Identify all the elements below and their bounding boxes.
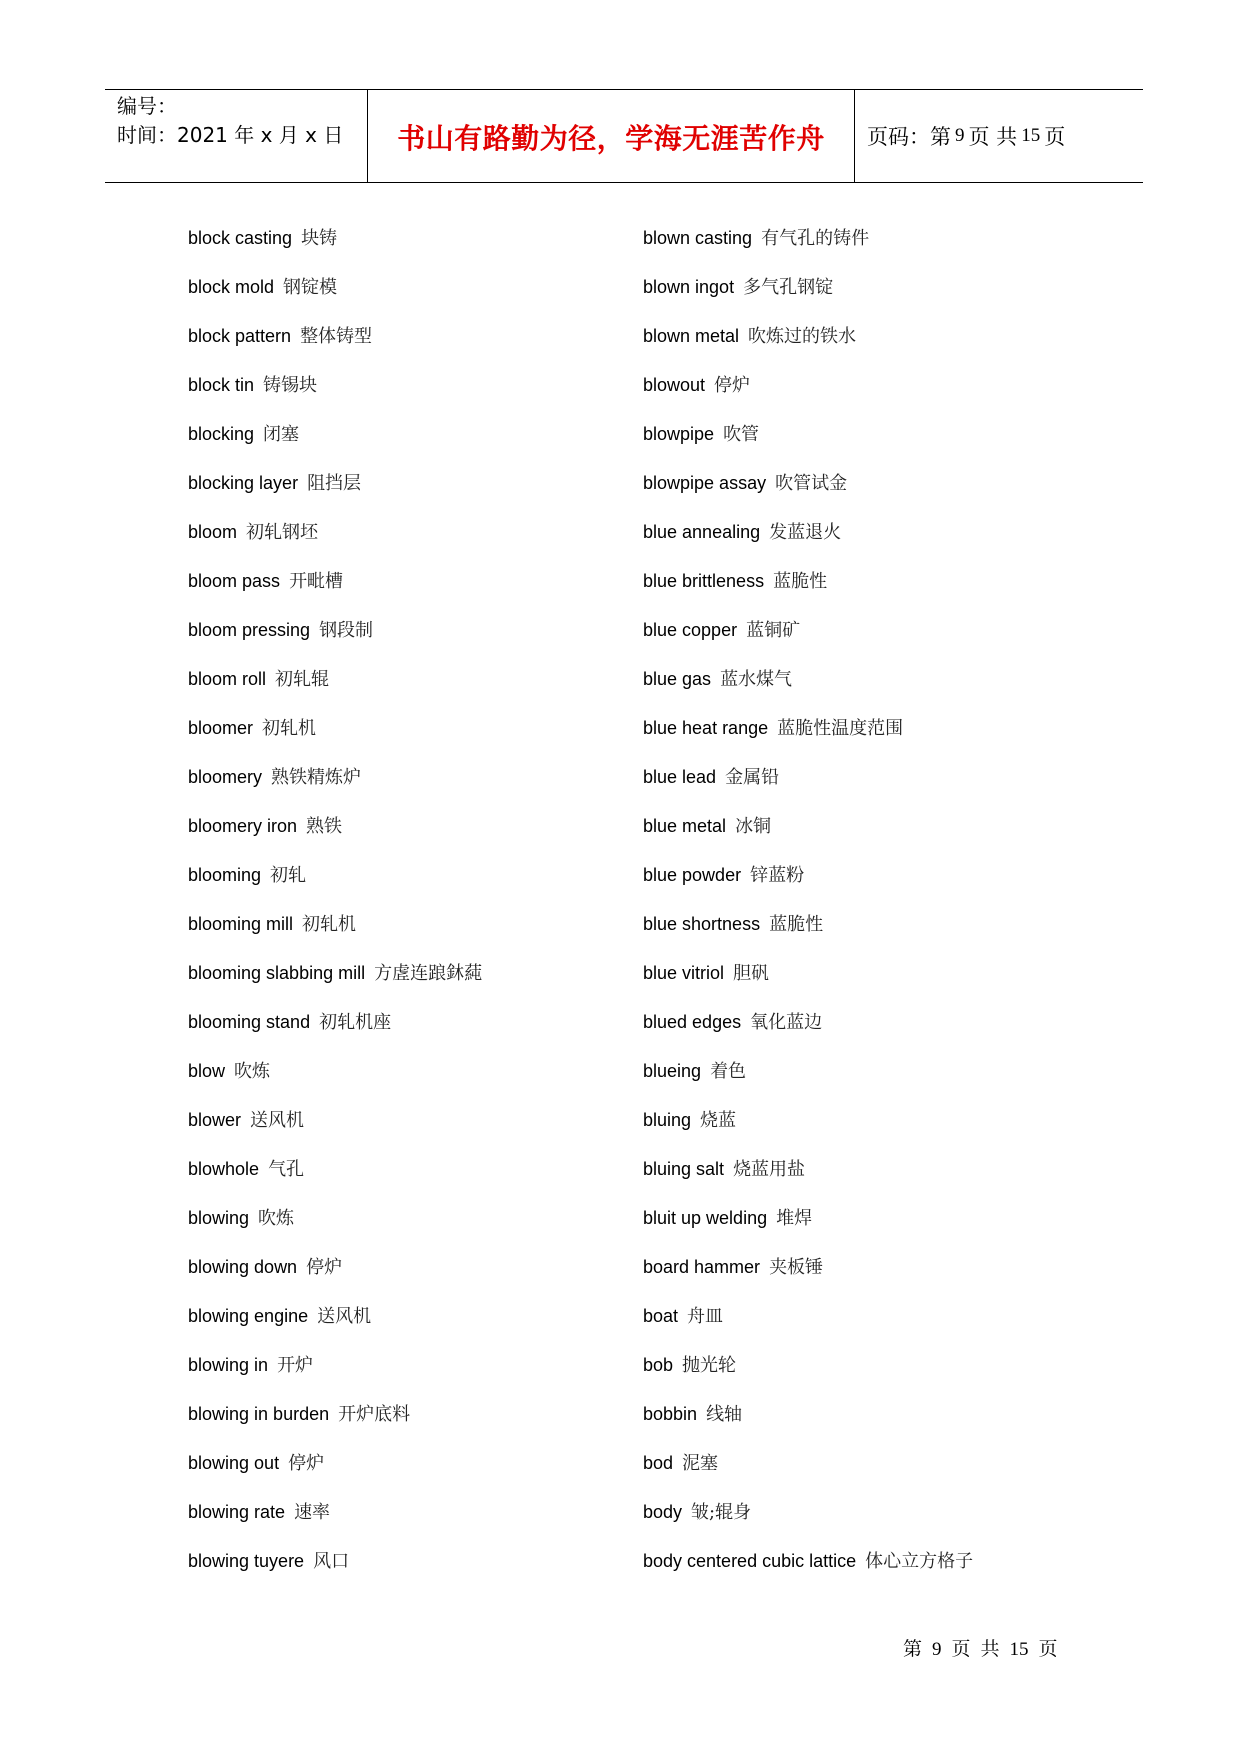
document-number-label: 编号： — [117, 94, 177, 118]
glossary-row — [188, 1203, 1088, 1233]
term-chinese: 吹管 — [723, 424, 760, 445]
page-current: 9 — [955, 125, 965, 146]
term-english: blue heat range — [643, 718, 769, 738]
term-english: blowing out — [188, 1453, 280, 1473]
glossary-entry-left — [188, 1301, 371, 1332]
glossary-entry-left — [188, 1056, 270, 1087]
term-english: blocking layer — [188, 473, 299, 493]
glossary-entry-right — [643, 1546, 973, 1577]
term-chinese: 停炉 — [306, 1257, 343, 1278]
term-english: blowing in burden — [188, 1404, 330, 1424]
glossary-entry-left — [188, 958, 482, 989]
glossary-entry-right — [643, 419, 759, 450]
term-english: blue vitriol — [643, 963, 725, 983]
term-english: bluing — [643, 1110, 692, 1130]
glossary-entry-right — [643, 1301, 723, 1332]
glossary-row — [188, 1056, 1088, 1086]
term-chinese: 氧化蓝边 — [750, 1012, 823, 1033]
term-chinese: 气孔 — [268, 1159, 305, 1180]
term-chinese: 阻挡层 — [307, 473, 362, 494]
term-chinese: 皱;辊身 — [691, 1502, 752, 1523]
term-chinese: 夹板锤 — [769, 1257, 824, 1278]
term-chinese: 蓝水煤气 — [720, 669, 793, 690]
glossary-entry-right — [643, 664, 792, 695]
term-chinese: 蓝脆性 — [773, 571, 828, 592]
term-chinese: 钢锭模 — [283, 277, 338, 298]
glossary-entry-right — [643, 860, 804, 891]
term-english: bob — [643, 1355, 674, 1375]
term-chinese: 初轧机 — [302, 914, 357, 935]
term-english: blooming stand — [188, 1012, 311, 1032]
glossary-entry-right — [643, 272, 833, 303]
term-chinese: 锌蓝粉 — [750, 865, 805, 886]
glossary-entry-right — [643, 517, 841, 548]
term-english: bloomery iron — [188, 816, 298, 836]
glossary-row — [188, 1546, 1088, 1576]
glossary-entry-right — [643, 1203, 812, 1234]
glossary-entry-right — [643, 1497, 751, 1528]
glossary-entry-right — [643, 321, 856, 352]
term-english: blown casting — [643, 228, 753, 248]
term-chinese: 停炉 — [288, 1453, 325, 1474]
term-chinese: 速率 — [294, 1502, 331, 1523]
glossary-entry-left — [188, 1007, 391, 1038]
header-meta — [105, 90, 368, 182]
term-chinese: 吹炼 — [258, 1208, 295, 1229]
term-chinese: 初轧辊 — [275, 669, 330, 690]
term-english: board hammer — [643, 1257, 761, 1277]
glossary-entry-right — [643, 1007, 822, 1038]
page-label-mid: 页 共 — [968, 125, 1018, 149]
glossary-entry-right — [643, 468, 847, 499]
footer-total-pages: 15 — [1009, 1639, 1029, 1660]
term-english: block pattern — [188, 326, 292, 346]
term-chinese: 铸锡块 — [263, 375, 318, 396]
term-english: bobbin — [643, 1404, 698, 1424]
term-chinese: 金属铅 — [725, 767, 780, 788]
term-english: blue lead — [643, 767, 717, 787]
glossary-entry-left — [188, 419, 299, 450]
footer-suffix: 页 — [1038, 1639, 1058, 1660]
term-chinese: 冰铜 — [735, 816, 772, 837]
glossary-entry-left — [188, 811, 342, 842]
term-chinese: 线轴 — [706, 1404, 743, 1425]
glossary-row — [188, 1497, 1088, 1527]
glossary-row — [188, 566, 1088, 596]
glossary-entry-left — [188, 909, 356, 940]
term-english: bloomer — [188, 718, 254, 738]
term-english: blowpipe assay — [643, 473, 767, 493]
glossary-entry-left — [188, 223, 337, 254]
term-chinese: 熟铁精炼炉 — [271, 767, 362, 788]
term-english: blue annealing — [643, 522, 761, 542]
term-english: bluing salt — [643, 1159, 725, 1179]
term-chinese: 送风机 — [317, 1306, 372, 1327]
term-english: blooming mill — [188, 914, 294, 934]
term-english: block casting — [188, 228, 293, 248]
glossary-entry-left — [188, 370, 317, 401]
footer-current-page: 9 — [932, 1639, 942, 1660]
glossary-entry-left — [188, 468, 361, 499]
glossary-entry-right — [643, 615, 800, 646]
term-english: blooming slabbing mill — [188, 963, 366, 983]
glossary-entry-right — [643, 958, 769, 989]
glossary-entry-left — [188, 272, 337, 303]
glossary-entry-left — [188, 860, 306, 891]
term-english: bloomery — [188, 767, 263, 787]
glossary-entry-left — [188, 762, 361, 793]
term-english: blocking — [188, 424, 255, 444]
term-chinese: 有气孔的铸件 — [761, 228, 870, 249]
term-chinese: 吹炼 — [234, 1061, 271, 1082]
glossary-row — [188, 370, 1088, 400]
term-english: bod — [643, 1453, 674, 1473]
term-english: blue metal — [643, 816, 727, 836]
glossary-entry-right — [643, 566, 827, 597]
glossary-row — [188, 1252, 1088, 1282]
term-english: blue copper — [643, 620, 738, 640]
term-english: blowout — [643, 375, 706, 395]
term-english: blowing engine — [188, 1306, 309, 1326]
term-english: blow — [188, 1061, 226, 1081]
glossary-row — [188, 713, 1088, 743]
term-chinese: 熟铁 — [306, 816, 343, 837]
glossary-row — [188, 1350, 1088, 1380]
glossary-entry-left — [188, 713, 316, 744]
glossary-row — [188, 762, 1088, 792]
glossary-row — [188, 272, 1088, 302]
glossary-entry-right — [643, 1056, 746, 1087]
glossary-entry-left — [188, 1154, 304, 1185]
term-english: blowing down — [188, 1257, 298, 1277]
term-english: bloom pressing — [188, 620, 311, 640]
glossary-entry-left — [188, 1448, 324, 1479]
term-chinese: 初轧钢坯 — [246, 522, 319, 543]
term-chinese: 整体铸型 — [300, 326, 373, 347]
term-chinese: 块铸 — [301, 228, 338, 249]
term-english: blower — [188, 1110, 242, 1130]
term-english: blued edges — [643, 1012, 742, 1032]
term-english: blowing — [188, 1208, 250, 1228]
glossary-entry-right — [643, 1350, 736, 1381]
glossary-row — [188, 958, 1088, 988]
glossary-row — [188, 909, 1088, 939]
term-english: body — [643, 1502, 683, 1522]
term-english: bloom pass — [188, 571, 281, 591]
glossary-entry-left — [188, 1252, 342, 1283]
term-english: blowing in — [188, 1355, 269, 1375]
glossary-entry-right — [643, 223, 869, 254]
header-page-indicator — [855, 90, 1143, 182]
motto-text: 书山有路勤为径，学海无涯苦作舟 — [397, 122, 825, 155]
glossary-entry-right — [643, 1399, 742, 1430]
glossary-entry-left — [188, 1497, 330, 1528]
glossary-entry-left — [188, 321, 372, 352]
glossary-row — [188, 1105, 1088, 1135]
term-english: blown ingot — [643, 277, 735, 297]
glossary-row — [188, 321, 1088, 351]
glossary-entry-left — [188, 1546, 349, 1577]
term-english: blooming — [188, 865, 262, 885]
document-date: 时间：2021 年 x 月 x 日 — [117, 123, 344, 147]
glossary-entry-right — [643, 1252, 823, 1283]
term-english: bloom — [188, 522, 238, 542]
term-english: blowhole — [188, 1159, 260, 1179]
term-english: boat — [643, 1306, 679, 1326]
glossary-entry-right — [643, 713, 903, 744]
glossary-entry-right — [643, 370, 750, 401]
term-english: block tin — [188, 375, 255, 395]
term-english: bloom roll — [188, 669, 267, 689]
glossary-row — [188, 615, 1088, 645]
glossary-entry-left — [188, 566, 343, 597]
term-chinese: 蓝铜矿 — [746, 620, 801, 641]
term-chinese: 蓝脆性温度范围 — [777, 718, 904, 739]
glossary-entry-left — [188, 1105, 304, 1136]
term-chinese: 烧蓝 — [700, 1110, 737, 1131]
footer-prefix: 第 — [903, 1639, 923, 1660]
page-total: 15 — [1021, 125, 1041, 146]
term-english: blue brittleness — [643, 571, 765, 591]
glossary-entry-left — [188, 517, 318, 548]
glossary-entry-right — [643, 909, 823, 940]
term-chinese: 泥塞 — [682, 1453, 719, 1474]
term-chinese: 初轧机座 — [319, 1012, 392, 1033]
term-english: block mold — [188, 277, 275, 297]
term-chinese: 着色 — [710, 1061, 747, 1082]
glossary-row — [188, 517, 1088, 547]
term-chinese: 初轧 — [270, 865, 307, 886]
term-chinese: 开毗槽 — [289, 571, 344, 592]
term-chinese: 多气孔钢锭 — [743, 277, 834, 298]
term-chinese: 体心立方格子 — [865, 1551, 974, 1572]
glossary-entry-right — [643, 1105, 736, 1136]
term-chinese: 送风机 — [250, 1110, 305, 1131]
term-chinese: 堆焊 — [776, 1208, 813, 1229]
glossary-entry-left — [188, 664, 329, 695]
term-chinese: 开炉底料 — [338, 1404, 411, 1425]
term-chinese: 初轧机 — [262, 718, 317, 739]
term-chinese: 吹管试金 — [775, 473, 848, 494]
term-english: blue gas — [643, 669, 712, 689]
term-chinese: 舟皿 — [687, 1306, 724, 1327]
term-chinese: 风口 — [313, 1551, 350, 1572]
glossary-entry-left — [188, 1203, 294, 1234]
glossary-entry-left — [188, 1350, 313, 1381]
term-chinese: 闭塞 — [263, 424, 300, 445]
term-english: blowing tuyere — [188, 1551, 305, 1571]
term-english: blueing — [643, 1061, 702, 1081]
glossary-row — [188, 1154, 1088, 1184]
term-chinese: 抛光轮 — [682, 1355, 737, 1376]
footer-page-word: 页 — [951, 1639, 971, 1660]
glossary-row — [188, 468, 1088, 498]
glossary-row — [188, 1301, 1088, 1331]
glossary-row — [188, 860, 1088, 890]
term-chinese: 方虗连踉鈢蒓 — [374, 963, 483, 984]
glossary-row — [188, 1007, 1088, 1037]
term-english: blowing rate — [188, 1502, 286, 1522]
glossary-row — [188, 1448, 1088, 1478]
glossary-entry-left — [188, 615, 373, 646]
page-label-prefix: 页码：第 — [867, 125, 951, 149]
term-english: blown metal — [643, 326, 740, 346]
term-chinese: 停炉 — [714, 375, 751, 396]
term-chinese: 烧蓝用盐 — [733, 1159, 806, 1180]
glossary-row — [188, 811, 1088, 841]
footer-total-word: 共 — [980, 1639, 1000, 1660]
document-header — [105, 89, 1143, 183]
glossary-entry-right — [643, 1154, 805, 1185]
term-english: bluit up welding — [643, 1208, 768, 1228]
page-footer — [903, 1634, 1068, 1661]
term-chinese: 钢段制 — [319, 620, 374, 641]
glossary-entry-left — [188, 1399, 410, 1430]
term-english: blowpipe — [643, 424, 715, 444]
term-chinese: 胆矾 — [733, 963, 770, 984]
term-chinese: 开炉 — [277, 1355, 314, 1376]
glossary-row — [188, 664, 1088, 694]
header-motto-cell — [368, 90, 855, 182]
glossary-row — [188, 223, 1088, 253]
term-english: blue powder — [643, 865, 742, 885]
glossary-entry-right — [643, 762, 779, 793]
term-chinese: 蓝脆性 — [769, 914, 824, 935]
glossary-entry-right — [643, 1448, 718, 1479]
glossary-row — [188, 1399, 1088, 1429]
glossary-row — [188, 419, 1088, 449]
term-chinese: 发蓝退火 — [769, 522, 842, 543]
term-english: body centered cubic lattice — [643, 1551, 857, 1571]
term-chinese: 吹炼过的铁水 — [748, 326, 857, 347]
page-label-suffix: 页 — [1044, 125, 1066, 149]
term-english: blue shortness — [643, 914, 761, 934]
glossary-entry-right — [643, 811, 771, 842]
